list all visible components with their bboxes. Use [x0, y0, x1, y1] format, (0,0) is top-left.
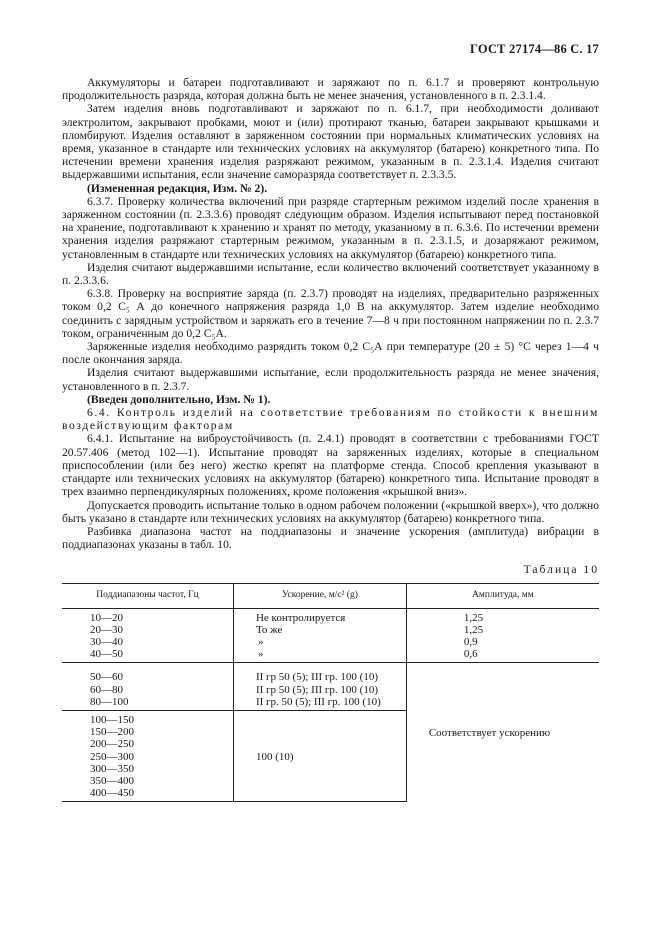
page-header: ГОСТ 27174—86 С. 17	[470, 42, 599, 56]
table-row-group-2	[62, 663, 599, 711]
accel-cell: 100 (10)	[255, 750, 294, 763]
accel-cell: II гр. 50 (5); III гр. 100 (10)	[255, 695, 381, 708]
ampl-cell: 0,6	[463, 648, 478, 661]
accel-cell: II гр 50 (5); III гр. 100 (10)	[255, 671, 379, 684]
freq-cell: 250—300	[90, 750, 134, 763]
header-frequency: Поддиапазоны частот, Гц	[62, 583, 233, 608]
paragraph: Заряженные изделия необходимо разрядить током 0,2 C₅А при температуре (20 ± 5) °С через 1—4 ч после окончания заряда.	[62, 340, 599, 367]
table-caption: Таблица 10	[523, 563, 599, 577]
freq-cell: 60—80	[90, 683, 123, 696]
freq-cell: 80—100	[90, 695, 129, 708]
section-heading: 6.4. Контроль изделий на соответствие требованиям по стойкости к внешним воздействующим факторам	[62, 406, 599, 433]
freq-cell: 10—20	[90, 611, 123, 624]
freq-cell: 30—40	[90, 635, 123, 648]
freq-cell: 300—350	[90, 762, 134, 775]
accel-cell: То же	[255, 623, 283, 636]
amendment-note: (Измененная редакция, Изм. № 2).	[87, 181, 268, 195]
freq-cell: 400—450	[90, 787, 134, 800]
freq-cell: 150—200	[90, 726, 134, 739]
paragraph: 6.3.7. Проверку количества включений при разряде стартерным режимом изделий после хранения в заряженном состоянии (п. 2.3.3.6) проводят следующим образом. Изделия испытывают перед постановкой на хранение, подготавливают к хранению и хранят по методу, указанному в п. 6.3.6. По истечении времени хранения изделия разряжают стартерным режимом, указанным в п. 2.3.1.5, и дозаряжают режимом, установленным в стандарте или технических условиях на аккумулятор (батарею) конкретного типа.	[62, 194, 599, 261]
freq-cell: 100—150	[90, 713, 134, 726]
paragraph: 6.4.1. Испытание на виброустойчивость (п. 2.4.1) проводят в соответствии с требованиями ГОСТ 20.57.406 (метод 102—1). Испытание проводят на заряженных изделиях, которые в специальном приспособлении (или без него) жестко крепят на платформе стенда. Способ крепления указывают в стандарте или технических условиях на аккумулятор (батарею) конкретного типа. Испытание проводят в трех взаимно перпендикулярных положениях, кроме положения «крышкой вниз».	[62, 432, 599, 499]
accel-cell: Не контролируется	[255, 611, 346, 624]
paragraph: Допускается проводить испытание только в одном рабочем положении («крышкой вверх»), что должно быть указано в стандарте или технических условиях на аккумулятор (батарею) конкретного типа.	[62, 498, 599, 525]
freq-cell: 350—400	[90, 774, 134, 787]
paragraph: Изделия считают выдержавшими испытание, если количество включений соответствует указанному в п. 2.3.3.6.	[62, 260, 599, 288]
ampl-cell: 1,25	[463, 623, 484, 636]
paragraph: Затем изделия вновь подготавливают и заряжают по п. 6.1.7, при необходимости доливают электролитом, закрывают пробками, моют и (или) протирают тканью, батареи закрывают крышками и пломбируют. Изделия оставляют в заряженном состоянии при нормальных климатических условиях на время, указанное в стандарте или технических условиях на аккумулятор (батарею) конкретного типа. По истечении времени хранения изделия разряжают режимом, указанным в п. 2.3.1.4. Изделия считают выдержавшими испытания, если значение саморазряда соответствует п. 2.3.3.5.	[62, 102, 599, 182]
freq-cell: 50—60	[90, 671, 123, 684]
paragraph: Аккумуляторы и батареи подготавливают и заряжают по п. 6.1.7 и проверяют контрольную продолжительность разряда, которая должна быть не менее значения, установленного в п. 2.3.1.4.	[62, 76, 599, 103]
paragraph: 6.3.8. Проверку на восприятие заряда (п. 2.3.7) проводят на изделиях, предварительно разряженных током 0,2 C₅ А до конечного напряжения разряда 1,0 В на аккумулятор. Затем изделие необходимо соединить с зарядным устройством и заряжать его в течение 7—8 ч при постоянном напряжении по п. 2.3.7 током, ограниченным до 0,2 C₅А.	[62, 287, 599, 340]
table-header-row	[62, 583, 599, 608]
header-acceleration: Ускорение, м/с² (g)	[233, 583, 406, 608]
table-row-group-1	[62, 608, 599, 663]
freq-cell: 20—30	[90, 623, 123, 636]
paragraph: Разбивка диапазона частот на поддиапазоны и значение ускорения (амплитуда) вибрации в поддиапазонах указаны в табл. 10.	[62, 524, 599, 552]
accel-cell: II гр 50 (5); III гр. 100 (10)	[255, 683, 379, 696]
paragraph: Изделия считают выдержавшими испытание, если продолжительность разряда не менее значения, установленного в п. 2.3.7.	[62, 366, 599, 393]
freq-cell: 200—250	[90, 738, 134, 751]
amendment-note: (Введен дополнительно, Изм. № 1).	[87, 392, 271, 406]
accel-cell: »	[257, 648, 264, 661]
document-body	[62, 76, 599, 802]
ampl-merged-cell: Соответствует ускорению	[428, 726, 551, 739]
header-amplitude: Амплитуда, мм	[406, 583, 599, 608]
ampl-cell: 0,9	[463, 635, 478, 648]
vibration-table	[62, 583, 599, 803]
accel-cell: »	[257, 635, 264, 648]
freq-cell: 40—50	[90, 648, 123, 661]
ampl-cell: 1,25	[463, 611, 484, 624]
